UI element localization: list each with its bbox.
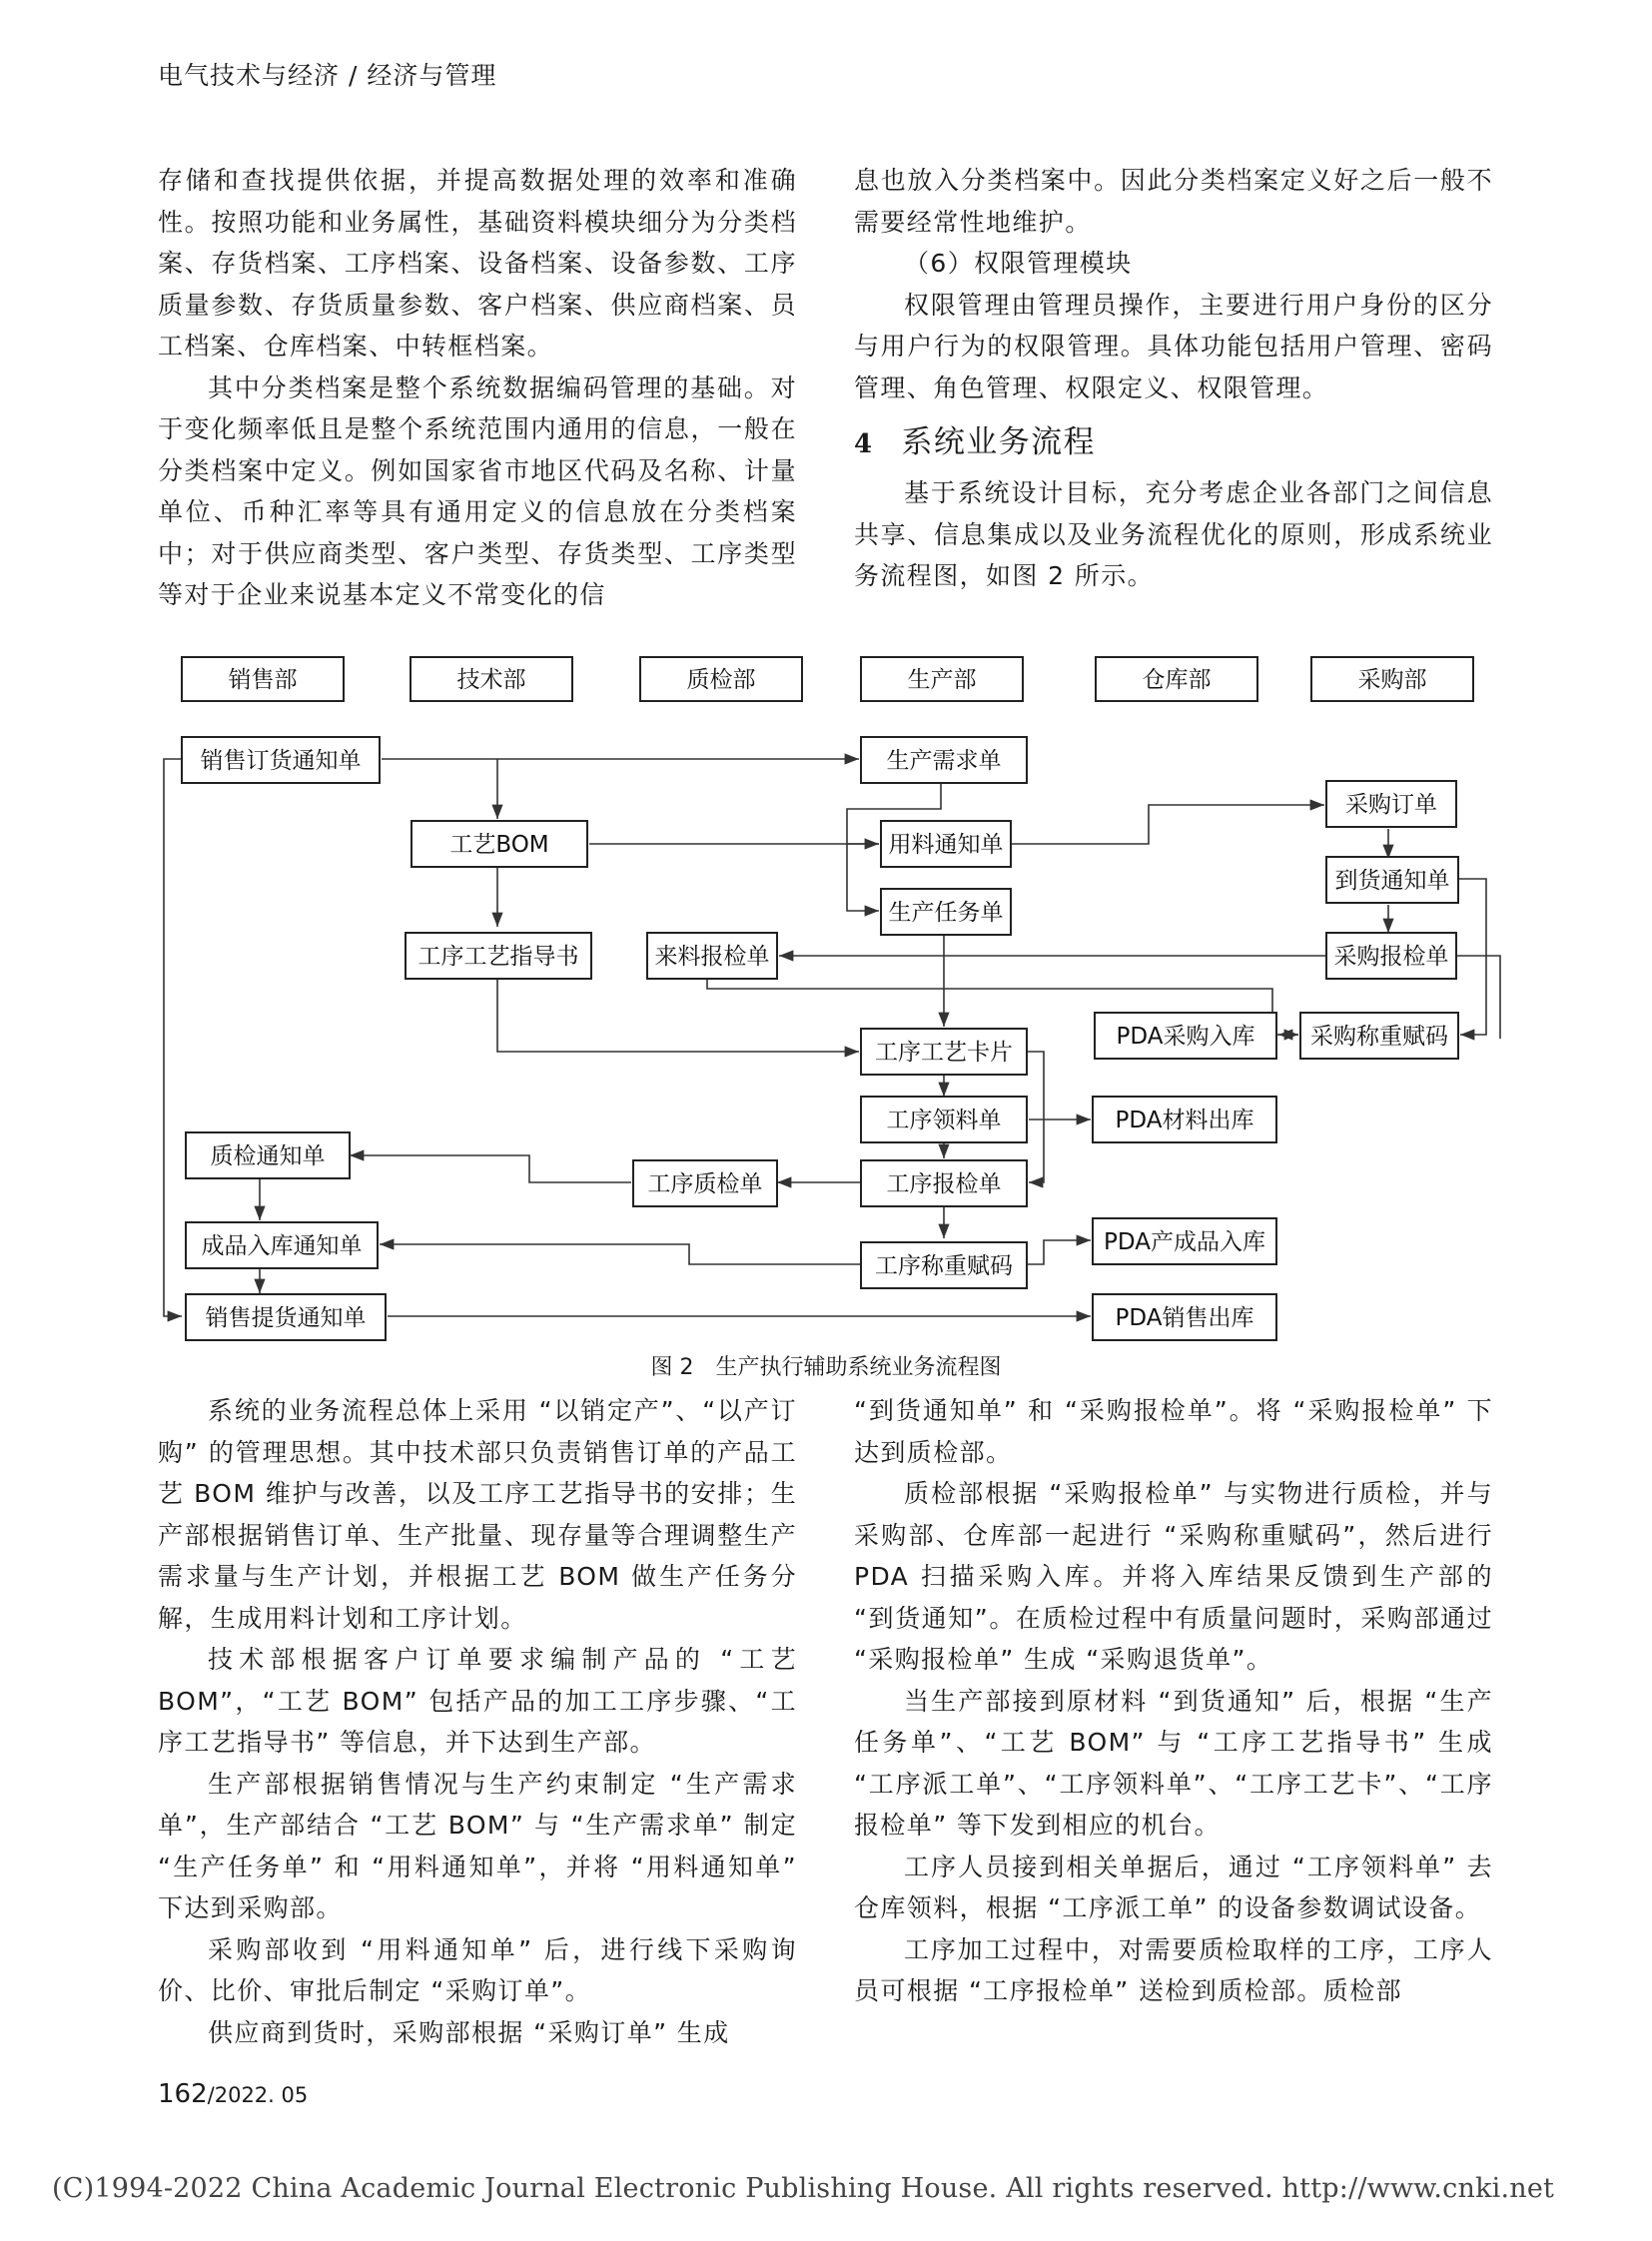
paragraph: 采购部收到 “用料通知单” 后，进行线下采购询价、比价、审批后制定 “采购订单”。 xyxy=(158,1934,797,2005)
box-bom: 工艺BOM xyxy=(449,832,549,858)
paragraph: “到货通知单” 和 “采购报检单”。将 “采购报检单” 下达到质检部。 xyxy=(854,1396,1493,1467)
paragraph: 质检部根据 “采购报检单” 与实物进行质检，并与采购部、仓库部一起进行 “采购称重赋码”，然后进行 PDA 扫描采购入库。并将入库结果反馈到生产部的 “到货通知”。在质检过程中有质量问题时，采购部通过 “采购报检单” 生成 “采购退货单”。 xyxy=(854,1479,1493,1674)
left-column-bottom xyxy=(158,1390,797,2053)
section-title: 系统业务流程 xyxy=(901,424,1096,460)
box-purchase-weigh: 采购称重赋码 xyxy=(1310,1024,1448,1050)
dept-sales: 销售部 xyxy=(228,667,298,693)
box-material-notice: 用料通知单 xyxy=(888,832,1004,858)
box-sales-order: 销售订货通知单 xyxy=(200,748,362,774)
box-incoming-inspect: 来料报检单 xyxy=(654,944,770,970)
box-process-guide: 工序工艺指导书 xyxy=(417,944,579,970)
paragraph: 其中分类档案是整个系统数据编码管理的基础。对于变化频率低且是整个系统范围内通用的信息，一般在分类档案中定义。例如国家省市地区代码及名称、计量单位、币种汇率等具有通用定义的信息放在分类档案中；对于供应商类型、客户类型、存货类型、工序类型等对于企业来说基本定义不常变化的信 xyxy=(158,373,797,609)
box-pda-material-out: PDA材料出库 xyxy=(1115,1108,1254,1133)
box-purchase-order: 采购订单 xyxy=(1345,792,1437,818)
box-process-card: 工序工艺卡片 xyxy=(875,1040,1013,1066)
box-arrival-notice: 到货通知单 xyxy=(1334,868,1450,894)
box-process-qc: 工序质检单 xyxy=(647,1171,763,1197)
paragraph: 系统的业务流程总体上采用 “以销定产”、“以产订购” 的管理思想。其中技术部只负责销售订单的产品工艺 BOM 维护与改善，以及工序工艺指导书的安排；生产部根据销售订单、生产批量、现存量等合理调整生产需求量与生产计划，并根据工艺 BOM 做生产任务分解，生成用料计划和工序计划。 xyxy=(158,1396,797,1633)
dept-purchase: 采购部 xyxy=(1357,667,1427,693)
figure-caption: 图 2 生产执行辅助系统业务流程图 xyxy=(650,1355,1002,1380)
section-number: 4 xyxy=(854,429,874,459)
box-purchase-inspect: 采购报检单 xyxy=(1333,944,1449,970)
box-sales-delivery: 销售提货通知单 xyxy=(205,1305,367,1331)
box-prod-task: 生产任务单 xyxy=(888,900,1004,926)
box-pda-finished-in: PDA产成品入库 xyxy=(1104,1229,1265,1255)
paragraph: 技术部根据客户订单要求编制产品的 “工艺 BOM”，“工艺 BOM” 包括产品的加工工序步骤、“工序工艺指导书” 等信息，并下达到生产部。 xyxy=(158,1645,797,1757)
box-qc-notice: 质检通知单 xyxy=(210,1143,326,1169)
paragraph: 工序人员接到相关单据后，通过 “工序领料单” 去仓库领料，根据 “工序派工单” 的设备参数调试设备。 xyxy=(854,1852,1493,1922)
paragraph: 存储和查找提供依据，并提高数据处理的效率和准确性。按照功能和业务属性，基础资料模块细分为分类档案、存货档案、工序档案、设备档案、设备参数、工序质量参数、存货质量参数、客户档案、供应商档案、员工档案、仓库档案、中转框档案。 xyxy=(158,166,797,361)
dept-warehouse: 仓库部 xyxy=(1142,667,1212,693)
paragraph: 权限管理由管理员操作，主要进行用户身份的区分与用户行为的权限管理。具体功能包括用户管理、密码管理、角色管理、权限定义、权限管理。 xyxy=(854,290,1493,402)
subsection-title: （6）权限管理模块 xyxy=(904,249,1133,278)
box-process-pick: 工序领料单 xyxy=(886,1108,1002,1133)
box-prod-demand: 生产需求单 xyxy=(886,748,1002,774)
paragraph: 当生产部接到原材料 “到货通知” 后，根据 “生产任务单”、“工艺 BOM” 与 “工序工艺指导书” 生成 “工序派工单”、“工序领料单”、“工序工艺卡”、“工序报检单” 等下发到相应的机台。 xyxy=(854,1686,1493,1840)
box-process-inspect: 工序报检单 xyxy=(886,1171,1002,1197)
dept-qc: 质检部 xyxy=(686,667,756,693)
copyright-footer: (C)1994-2022 China Academic Journal Electronic Publishing House. All rights reserved. http://www.cnki.net xyxy=(52,2173,1555,2204)
running-header: 电气技术与经济 / 经济与管理 xyxy=(158,61,497,90)
page-number xyxy=(158,2079,308,2109)
paragraph: 生产部根据销售情况与生产约束制定 “生产需求单”，生产部结合 “工艺 BOM” 与 “生产需求单” 制定 “生产任务单” 和 “用料通知单”，并将 “用料通知单” 下达到采购部。 xyxy=(158,1769,797,1922)
right-column-bottom xyxy=(854,1390,1493,2012)
box-finished-in-notice: 成品入库通知单 xyxy=(201,1233,363,1259)
paragraph: 供应商到货时，采购部根据 “采购订单” 生成 xyxy=(208,2017,730,2047)
page-number-value: 162 xyxy=(158,2079,208,2109)
box-pda-sales-out: PDA销售出库 xyxy=(1115,1305,1254,1331)
issue-date: /2022. 05 xyxy=(207,2083,309,2107)
dept-tech: 技术部 xyxy=(456,667,526,693)
box-process-weigh: 工序称重赋码 xyxy=(875,1253,1013,1279)
box-pda-purchase-in: PDA采购入库 xyxy=(1116,1024,1255,1050)
paragraph: 息也放入分类档案中。因此分类档案定义好之后一般不需要经常性地维护。 xyxy=(854,166,1493,237)
dept-production: 生产部 xyxy=(907,667,977,693)
paragraph: 工序加工过程中，对需要质检取样的工序，工序人员可根据 “工序报检单” 送检到质检部。质检部 xyxy=(854,1934,1493,2005)
paragraph: 基于系统设计目标，充分考虑企业各部门之间信息共享、信息集成以及业务流程优化的原则，形成系统业务流程图，如图 2 所示。 xyxy=(854,478,1493,590)
